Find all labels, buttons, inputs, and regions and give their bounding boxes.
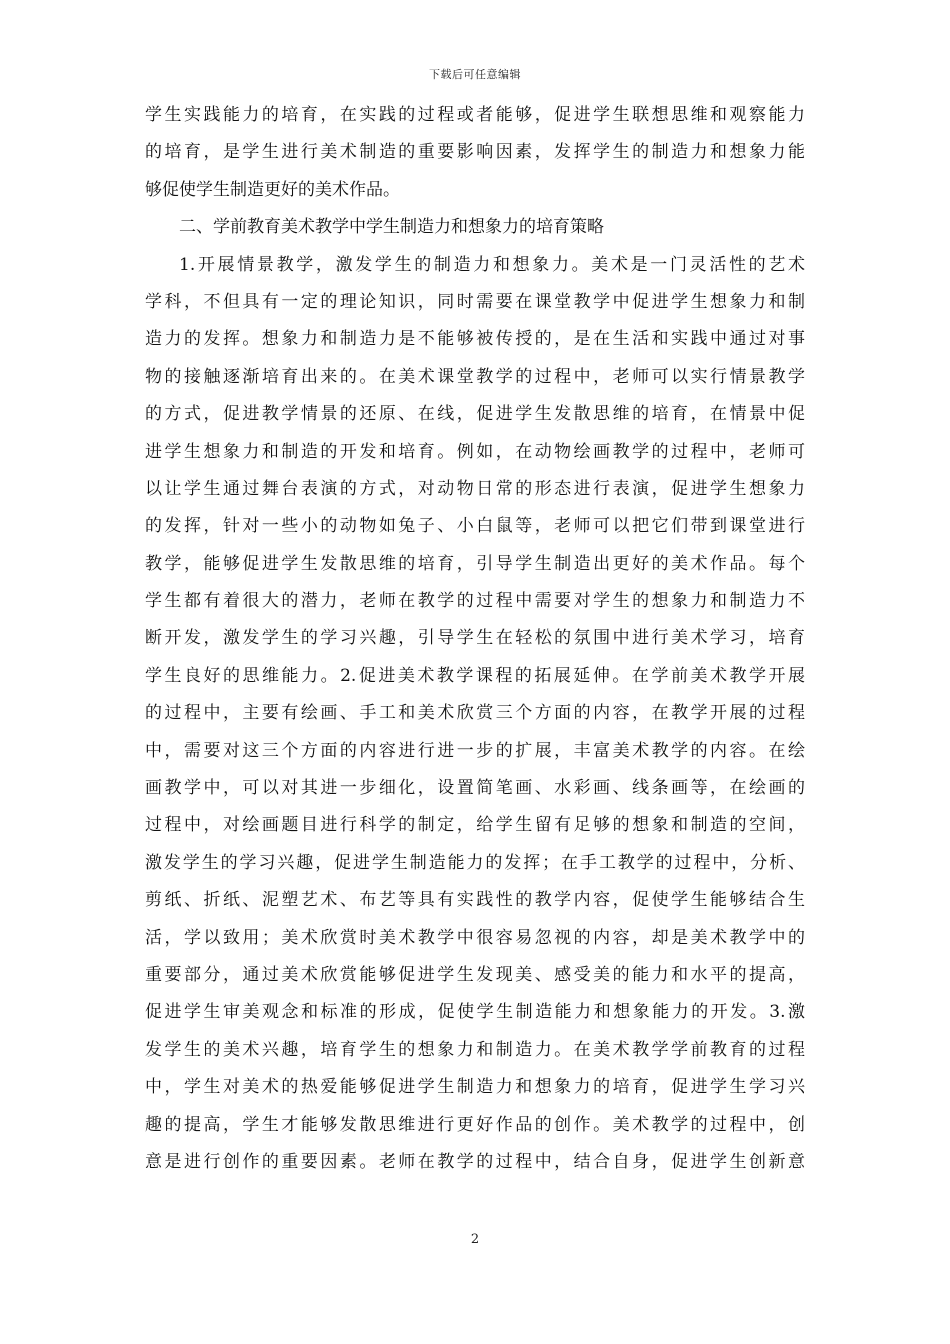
text-line: 物的接触逐渐培育出来的。在美术课堂教学的过程中，老师可以实行情景教学 xyxy=(145,366,805,387)
page-header: 下载后可任意编辑 xyxy=(429,68,521,81)
text-line: 造力的发挥。想象力和制造力是不能够被传授的，是在生活和实践中通过对事 xyxy=(145,329,805,350)
text-line: 中，学生对美术的热爱能够促进学生制造力和想象力的培育，促进学生学习兴 xyxy=(145,1077,805,1098)
paragraph-first-line: 1.开展情景教学，激发学生的制造力和想象力。美术是一门灵活性的艺术 xyxy=(179,254,805,275)
text-line: 断开发，激发学生的学习兴趣，引导学生在轻松的氛围中进行美术学习，培育 xyxy=(145,628,805,649)
text-line: 以让学生通过舞台表演的方式，对动物日常的形态进行表演，促进学生想象力 xyxy=(145,478,805,499)
section-heading: 二、学前教育美术教学中学生制造力和想象力的培育策略 xyxy=(179,217,604,238)
text-line: 趣的提高，学生才能够发散思维进行更好作品的创作。美术教学的过程中，创 xyxy=(145,1114,805,1135)
page-number: 2 xyxy=(470,1232,480,1247)
text-line: 学科，不但具有一定的理论知识，同时需要在课堂教学中促进学生想象力和制 xyxy=(145,291,805,312)
text-line: 够促使学生制造更好的美术作品。 xyxy=(145,179,400,200)
text-line: 的培育，是学生进行美术制造的重要影响因素，发挥学生的制造力和想象力能 xyxy=(145,142,805,163)
text-line: 促进学生审美观念和标准的形成，促使学生制造能力和想象能力的开发。3.激 xyxy=(145,1002,805,1023)
text-line: 学生实践能力的培育，在实践的过程或者能够，促进学生联想思维和观察能力 xyxy=(145,105,805,125)
text-line: 过程中，对绘画题目进行科学的制定，给学生留有足够的想象和制造的空间， xyxy=(145,815,805,836)
text-line: 意是进行创作的重要因素。老师在教学的过程中，结合自身，促进学生创新意 xyxy=(145,1151,805,1172)
text-line: 发学生的美术兴趣，培育学生的想象力和制造力。在美术教学学前教育的过程 xyxy=(145,1039,805,1060)
text-line: 教学，能够促进学生发散思维的培育，引导学生制造出更好的美术作品。每个 xyxy=(145,553,805,574)
text-line: 学生良好的思维能力。2.促进美术教学课程的拓展延伸。在学前美术教学开展 xyxy=(145,665,805,686)
text-line: 画教学中，可以对其进一步细化，设置简笔画、水彩画、线条画等，在绘画的 xyxy=(145,778,805,799)
text-line: 重要部分，通过美术欣赏能够促进学生发现美、感受美的能力和水平的提高， xyxy=(145,964,805,985)
text-line: 的发挥，针对一些小的动物如兔子、小白鼠等，老师可以把它们带到课堂进行 xyxy=(145,516,805,537)
text-line: 活，学以致用；美术欣赏时美术教学中很容易忽视的内容，却是美术教学中的 xyxy=(145,927,805,948)
text-line: 的方式，促进教学情景的还原、在线，促进学生发散思维的培育，在情景中促 xyxy=(145,404,805,425)
text-line: 剪纸、折纸、泥塑艺术、布艺等具有实践性的教学内容，促使学生能够结合生 xyxy=(145,890,805,911)
text-line: 的过程中，主要有绘画、手工和美术欣赏三个方面的内容，在教学开展的过程 xyxy=(145,703,805,724)
text-line: 中，需要对这三个方面的内容进行进一步的扩展，丰富美术教学的内容。在绘 xyxy=(145,740,805,761)
text-line: 进学生想象力和制造的开发和培育。例如，在动物绘画教学的过程中，老师可 xyxy=(145,441,805,462)
text-line: 激发学生的学习兴趣，促进学生制造能力的发挥；在手工教学的过程中，分析、 xyxy=(145,852,805,873)
text-line: 学生都有着很大的潜力，老师在教学的过程中需要对学生的想象力和制造力不 xyxy=(145,591,805,612)
document-body xyxy=(145,97,805,1181)
